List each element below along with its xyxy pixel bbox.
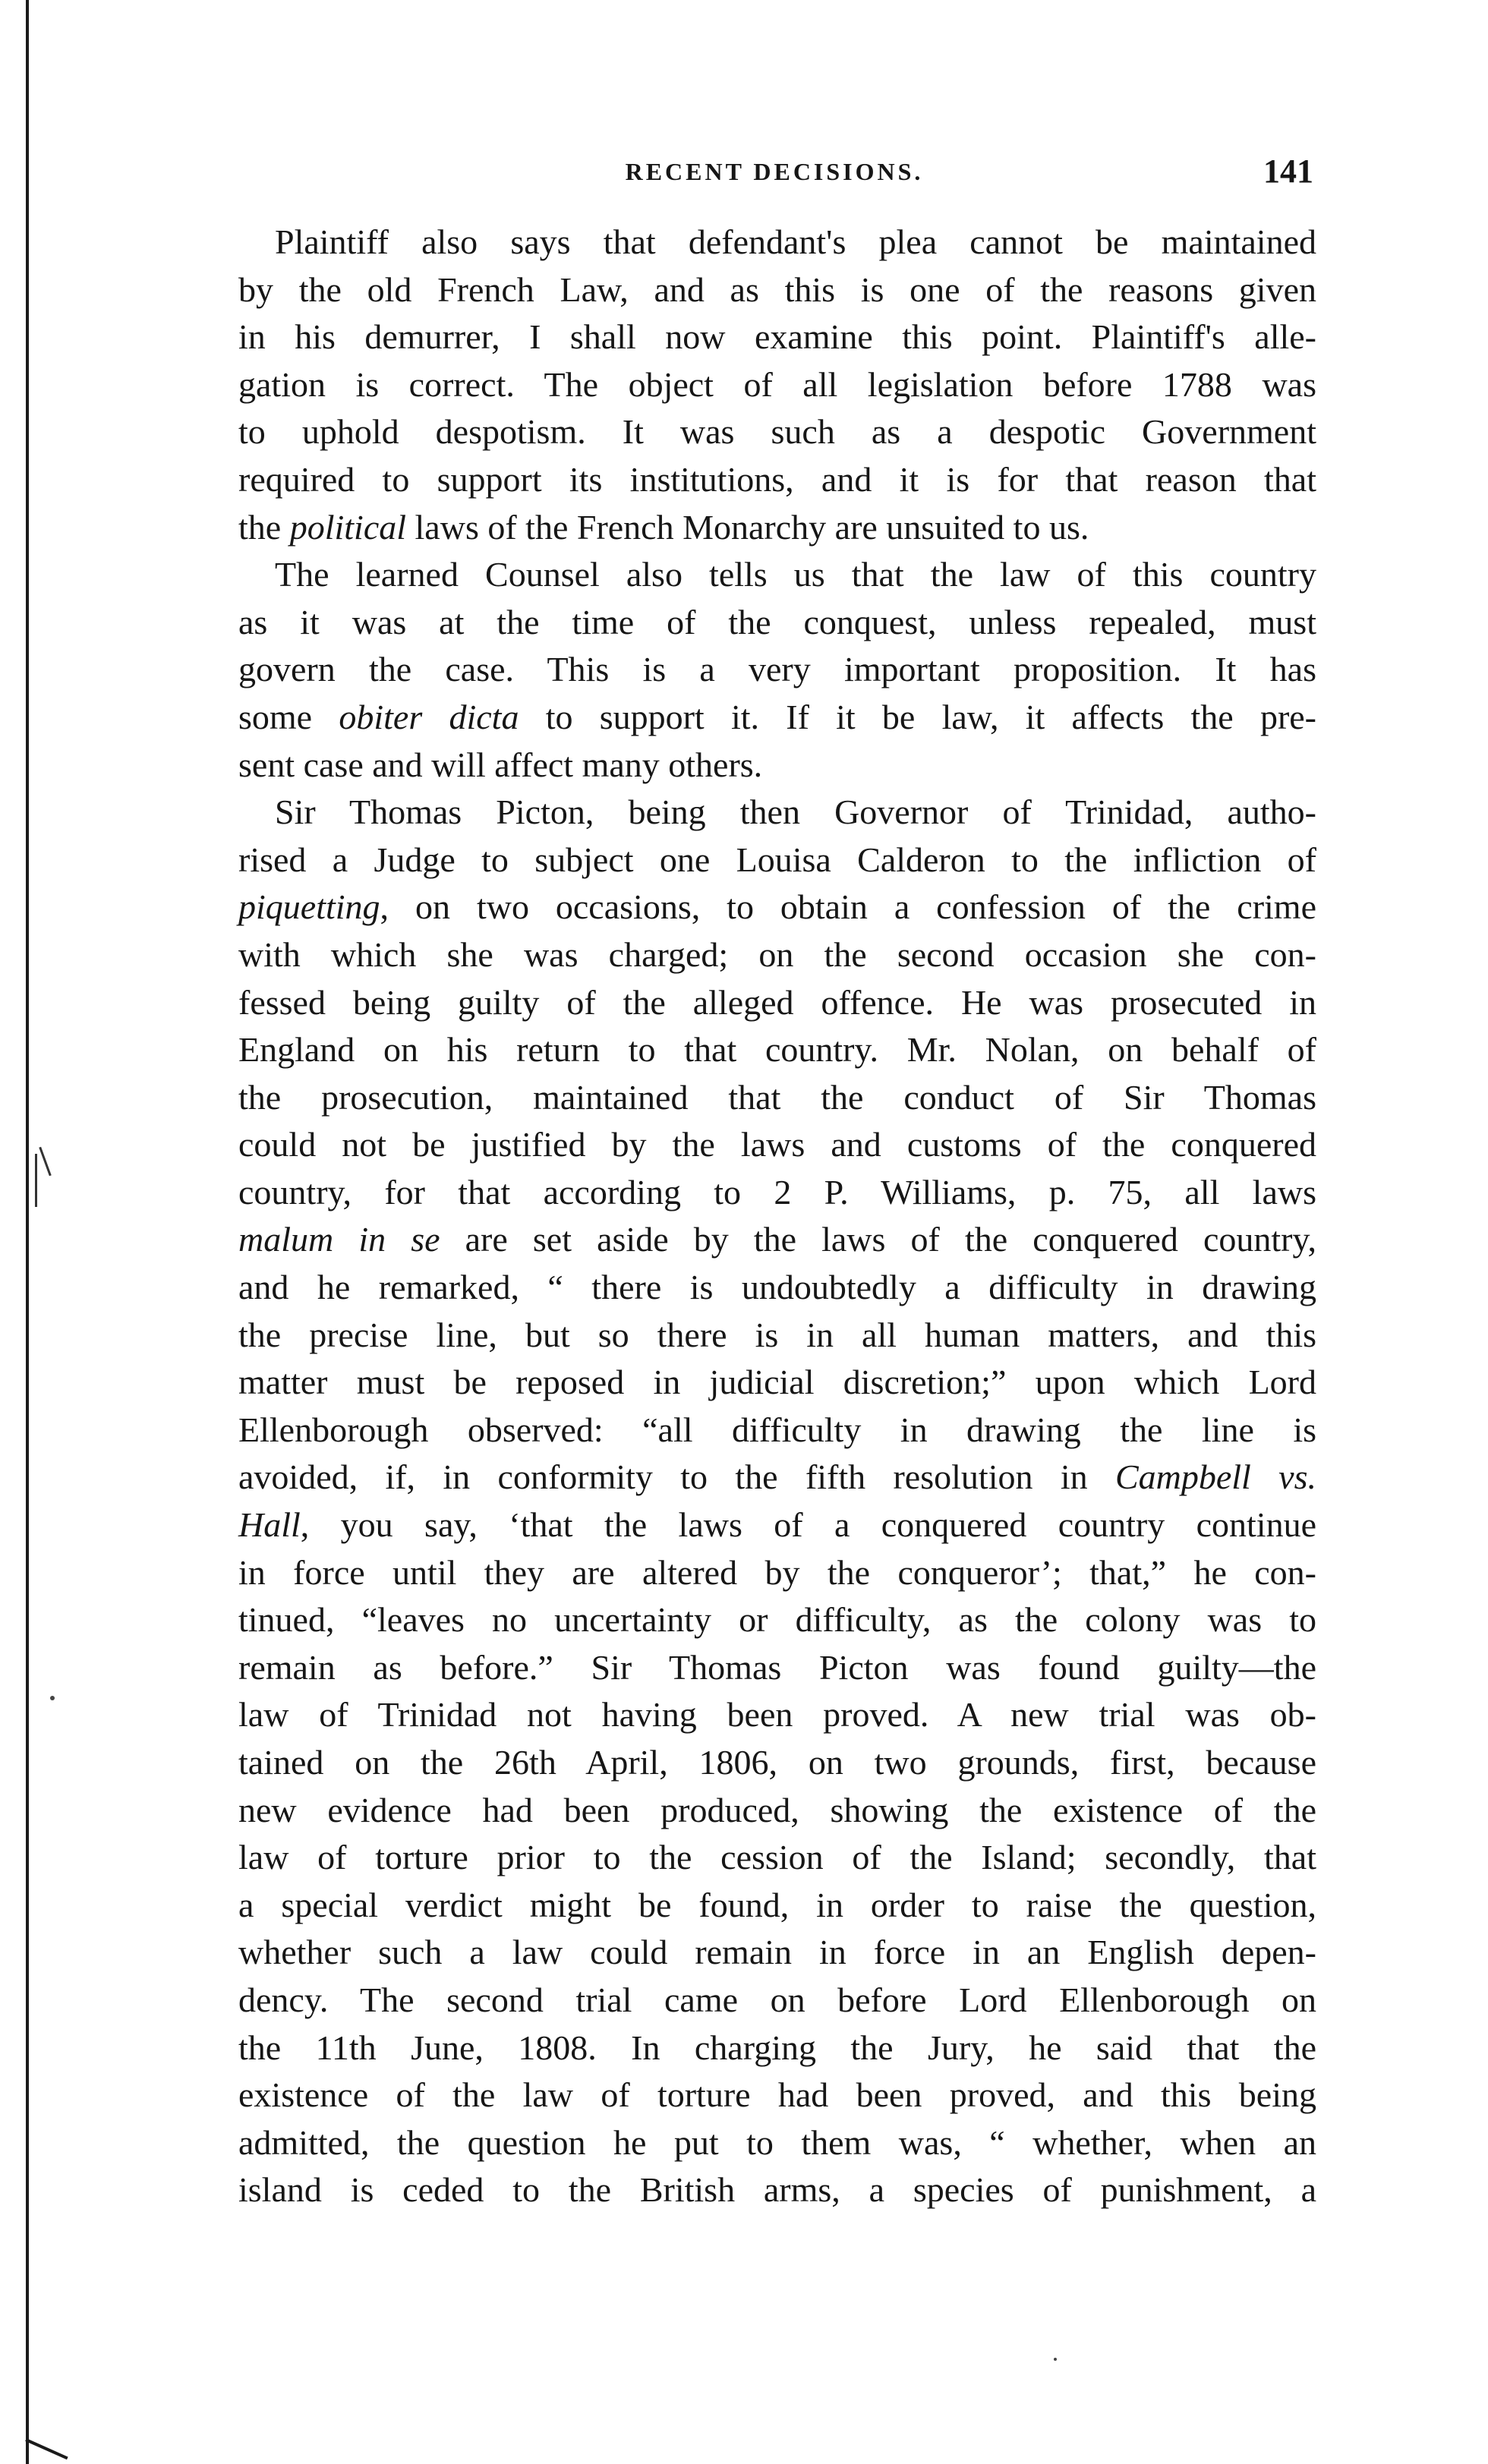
text-line xyxy=(238,1216,1316,1264)
text-line xyxy=(238,694,1316,742)
text-line xyxy=(238,931,1316,979)
text-segment: tained on the 26th April, 1806, on two grounds, first, because xyxy=(238,1743,1316,1782)
text-line xyxy=(238,219,1316,266)
text-segment: island is ceded to the British arms, a species of punishment, a xyxy=(238,2170,1316,2210)
text-segment: gation is correct. The object of all legislation before 1788 was xyxy=(238,364,1316,404)
page-binding-edge xyxy=(26,0,29,2464)
italic-text-segment: malum in se xyxy=(238,1220,440,1259)
text-segment: some xyxy=(238,697,339,736)
text-line xyxy=(238,1312,1316,1360)
text-segment: in his demurrer, I shall now examine this point. Plaintiff's alle- xyxy=(238,317,1316,357)
text-line xyxy=(238,361,1316,409)
page-number: 141 xyxy=(1263,153,1313,190)
text-line xyxy=(238,1929,1316,1977)
page-binding-foot xyxy=(25,2438,68,2459)
text-segment: laws of the French Monarchy are unsuited to us. xyxy=(406,507,1089,547)
text-line xyxy=(238,1169,1316,1217)
text-line xyxy=(238,837,1316,884)
text-segment: fessed being guilty of the alleged offence. He was prosecuted in xyxy=(238,982,1316,1022)
italic-text-segment: political xyxy=(289,507,407,547)
text-line xyxy=(238,551,1316,599)
text-line xyxy=(238,1026,1316,1074)
text-segment: country, for that according to 2 P. Williams, p. 75, all laws xyxy=(238,1172,1316,1212)
text-line xyxy=(238,1787,1316,1835)
text-segment: The learned Counsel also tells us that the law of this country xyxy=(275,555,1316,594)
text-line xyxy=(238,314,1316,361)
text-segment: matter must be reposed in judicial discretion;” upon which Lord xyxy=(238,1363,1316,1402)
text-segment: admitted, the question he put to them was, “ whether, when an xyxy=(238,2122,1316,2162)
text-segment: Plaintiff also says that defendant's plea cannot be maintained xyxy=(275,222,1316,261)
text-segment: remain as before.” Sir Thomas Picton was found guilty—the xyxy=(238,1647,1316,1687)
text-segment: a special verdict might be found, in order to raise the question, xyxy=(238,1885,1316,1924)
text-line xyxy=(238,1834,1316,1882)
text-segment: avoided, if, in conformity to the fifth resolution in xyxy=(238,1457,1115,1497)
text-segment: the prosecution, maintained that the conduct of Sir Thomas xyxy=(238,1077,1316,1117)
text-segment: and he remarked, “ there is undoubtedly a difficulty in drawing xyxy=(238,1268,1316,1307)
text-line xyxy=(238,1739,1316,1787)
text-line xyxy=(238,1549,1316,1597)
text-line xyxy=(238,1691,1316,1739)
text-segment: England on his return to that country. Mr. Nolan, on behalf of xyxy=(238,1030,1316,1070)
italic-text-segment: Campbell vs. xyxy=(1114,1457,1316,1497)
text-line xyxy=(238,1977,1316,2024)
text-line xyxy=(238,1454,1316,1501)
text-line xyxy=(238,2024,1316,2072)
italic-text-segment: Hall xyxy=(238,1505,301,1545)
text-segment: , you say, ‘that the laws of a conquered country continue xyxy=(300,1505,1316,1545)
text-segment: are set aside by the laws of the conquered country, xyxy=(440,1220,1316,1259)
text-segment: law of Trinidad not having been proved. A new trial was ob- xyxy=(238,1695,1316,1735)
text-segment: law of torture prior to the cession of the Island; secondly, that xyxy=(238,1838,1316,1877)
text-segment: , on two occasions, to obtain a confession of the crime xyxy=(380,887,1316,927)
text-line xyxy=(238,1264,1316,1312)
margin-speck xyxy=(1054,2358,1057,2361)
text-segment: govern the case. This is a very important proposition. It has xyxy=(238,650,1316,689)
text-segment: Ellenborough observed: “all difficulty in drawing the line is xyxy=(238,1410,1316,1449)
text-segment: Sir Thomas Picton, being then Governor of Trinidad, autho- xyxy=(275,792,1316,832)
text-segment: the xyxy=(238,507,290,547)
running-title: RECENT DECISIONS. xyxy=(625,158,924,185)
text-segment: the 11th June, 1808. In charging the Jury, he said that the xyxy=(238,2028,1316,2067)
text-line xyxy=(238,646,1316,694)
text-segment: tinued, “leaves no uncertainty or difficulty, as the colony was to xyxy=(238,1600,1316,1640)
text-segment: rised a Judge to subject one Louisa Calderon to the infliction of xyxy=(238,840,1316,879)
page-header xyxy=(235,149,1313,194)
text-segment: to uphold despotism. It was such as a despotic Government xyxy=(238,412,1316,452)
text-line xyxy=(238,408,1316,456)
text-line xyxy=(238,2119,1316,2167)
text-line xyxy=(238,742,1316,789)
margin-mark xyxy=(39,1147,51,1177)
text-line xyxy=(238,884,1316,931)
text-segment: the precise line, but so there is in all human matters, and this xyxy=(238,1315,1316,1354)
text-line xyxy=(238,979,1316,1027)
text-line xyxy=(238,266,1316,314)
text-segment: to support it. If it be law, it affects the pre- xyxy=(519,697,1317,736)
text-segment: existence of the law of torture had been proved, and this being xyxy=(238,2075,1316,2115)
text-line xyxy=(238,456,1316,504)
text-line xyxy=(238,1074,1316,1122)
text-line xyxy=(238,1121,1316,1169)
text-segment: could not be justified by the laws and customs of the conquered xyxy=(238,1125,1316,1164)
text-line xyxy=(238,2166,1316,2214)
text-segment: by the old French Law, and as this is one of the reasons given xyxy=(238,269,1316,309)
text-segment: sent case and will affect many others. xyxy=(238,745,763,784)
text-line xyxy=(238,1596,1316,1644)
italic-text-segment: obiter dicta xyxy=(339,697,519,736)
margin-speck xyxy=(50,1696,55,1700)
text-line xyxy=(238,1644,1316,1692)
body-text xyxy=(238,219,1316,2214)
italic-text-segment: piquetting xyxy=(238,887,380,927)
text-line xyxy=(238,1501,1316,1549)
text-segment: whether such a law could remain in force in an English depen- xyxy=(238,1933,1316,1972)
text-line xyxy=(238,1882,1316,1930)
text-segment: with which she was charged; on the second occasion she con- xyxy=(238,934,1316,974)
text-line xyxy=(238,1407,1316,1454)
text-segment: required to support its institutions, and it is for that reason that xyxy=(238,459,1316,499)
text-line xyxy=(238,504,1316,552)
text-line xyxy=(238,1359,1316,1407)
text-segment: in force until they are altered by the conqueror’; that,” he con- xyxy=(238,1552,1316,1592)
text-segment: as it was at the time of the conquest, unless repealed, must xyxy=(238,602,1316,641)
text-line xyxy=(238,789,1316,837)
margin-mark xyxy=(35,1154,37,1207)
text-segment: new evidence had been produced, showing the existence of the xyxy=(238,1790,1316,1829)
text-line xyxy=(238,2072,1316,2119)
text-segment: dency. The second trial came on before Lord Ellenborough on xyxy=(238,1980,1316,2019)
text-line xyxy=(238,599,1316,647)
